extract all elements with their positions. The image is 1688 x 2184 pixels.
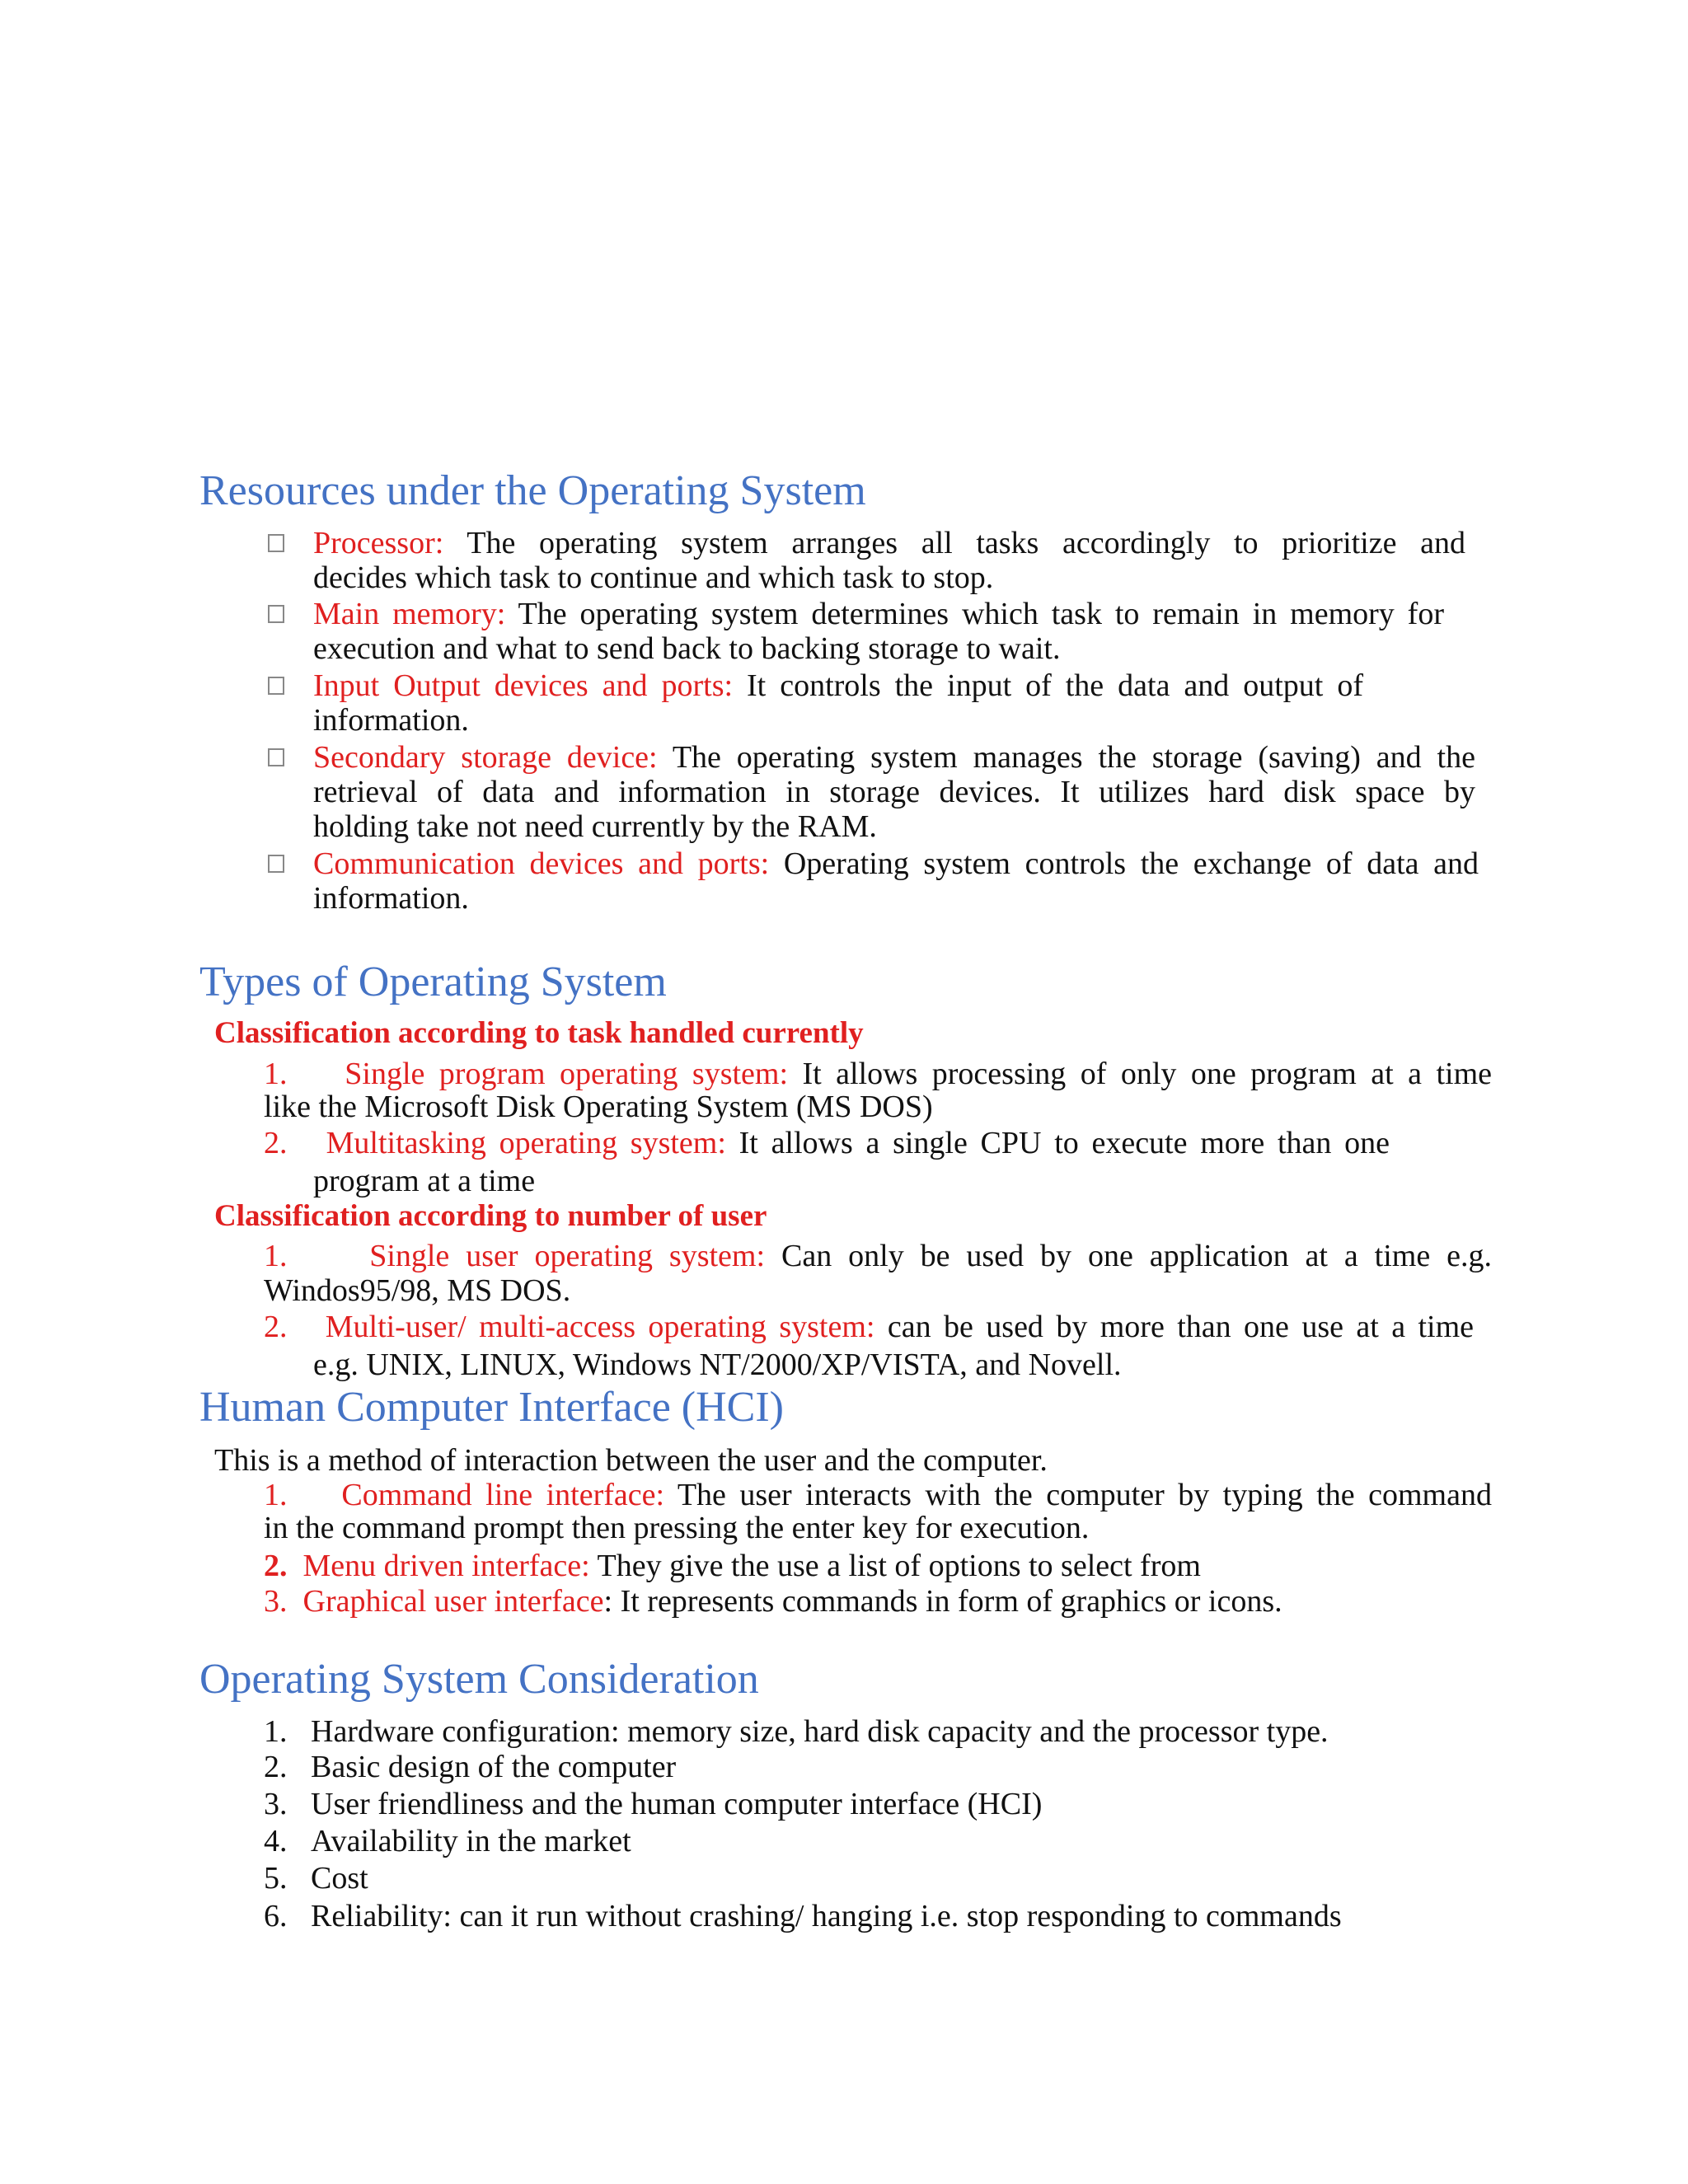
resources-heading: Resources under the Operating System xyxy=(199,467,866,514)
consideration-item: 3. User friendliness and the human computer interface (HCI) xyxy=(264,1787,1043,1821)
user-item-multi-user: 2. Multi-user/ multi-access operating system: can be used by more than one use at a time xyxy=(264,1310,1475,1344)
classification-task-heading: Classification according to task handled currently xyxy=(214,1016,864,1050)
consideration-heading: Operating System Consideration xyxy=(199,1656,759,1703)
resource-item-main-memory: Main memory: The operating system determines which task to remain in memory for xyxy=(313,597,1444,631)
resource-item-secondary-storage-cont: retrieval of data and information in storage devices. It utilizes hard disk space by xyxy=(313,775,1475,809)
task-item-multitasking-cont: program at a time xyxy=(313,1164,536,1198)
resource-item-io-cont: information. xyxy=(313,703,469,738)
task-item-single-program-cont: like the Microsoft Disk Operating System (MS DOS) xyxy=(264,1090,933,1124)
task-item-multitasking: 2. Multitasking operating system: It allows a single CPU to execute more than one xyxy=(264,1126,1390,1160)
user-item-single-user-cont: Windos95/98, MS DOS. xyxy=(264,1273,571,1308)
resource-item-io: Input Output devices and ports: It controls the input of the data and output of xyxy=(313,668,1363,703)
hci-item-gui: 3. Graphical user interface: It represents commands in form of graphics or icons. xyxy=(264,1584,1282,1619)
resource-item-communication: Communication devices and ports: Operating system controls the exchange of data and xyxy=(313,846,1479,881)
classification-user-heading: Classification according to number of user xyxy=(214,1199,767,1233)
checkbox-bullet-icon xyxy=(268,748,284,766)
consideration-item: 5. Cost xyxy=(264,1861,368,1896)
hci-intro: This is a method of interaction between the user and the computer. xyxy=(214,1443,1048,1478)
hci-item-command-line: 1. Command line interface: The user interacts with the computer by typing the command xyxy=(264,1478,1492,1512)
user-item-single-user: 1. Single user operating system: Can only be used by one application at a time e.g. xyxy=(264,1239,1493,1273)
checkbox-bullet-icon xyxy=(268,534,284,552)
resource-item-secondary-storage: Secondary storage device: The operating system manages the storage (saving) and the xyxy=(313,740,1475,775)
resource-item-communication-cont: information. xyxy=(313,881,469,916)
user-item-multi-user-cont: e.g. UNIX, LINUX, Windows NT/2000/XP/VISTA, and Novell. xyxy=(313,1347,1122,1382)
consideration-item: 4. Availability in the market xyxy=(264,1824,631,1858)
hci-item-menu-driven: 2. Menu driven interface: They give the use a list of options to select from xyxy=(264,1549,1201,1583)
resource-item-processor: Processor: The operating system arranges all tasks accordingly to prioritize and xyxy=(313,526,1465,560)
checkbox-bullet-icon xyxy=(268,855,284,873)
consideration-item: 6. Reliability: can it run without crashing/ hanging i.e. stop responding to commands xyxy=(264,1899,1342,1933)
consideration-item: 1. Hardware configuration: memory size, hard disk capacity and the processor type. xyxy=(264,1714,1329,1749)
checkbox-bullet-icon xyxy=(268,677,284,695)
resource-item-processor-cont: decides which task to continue and which task to stop. xyxy=(313,560,994,595)
types-heading: Types of Operating System xyxy=(199,958,667,1005)
hci-heading: Human Computer Interface (HCI) xyxy=(199,1384,784,1431)
resource-item-main-memory-cont: execution and what to send back to backing storage to wait. xyxy=(313,631,1061,666)
consideration-item: 2. Basic design of the computer xyxy=(264,1750,677,1784)
checkbox-bullet-icon xyxy=(268,605,284,623)
task-item-single-program: 1. Single program operating system: It allows processing of only one program at a time xyxy=(264,1057,1492,1091)
hci-item-command-line-cont: in the command prompt then pressing the enter key for execution. xyxy=(264,1511,1090,1545)
resource-item-secondary-storage-cont2: holding take not need currently by the RAM. xyxy=(313,809,877,844)
